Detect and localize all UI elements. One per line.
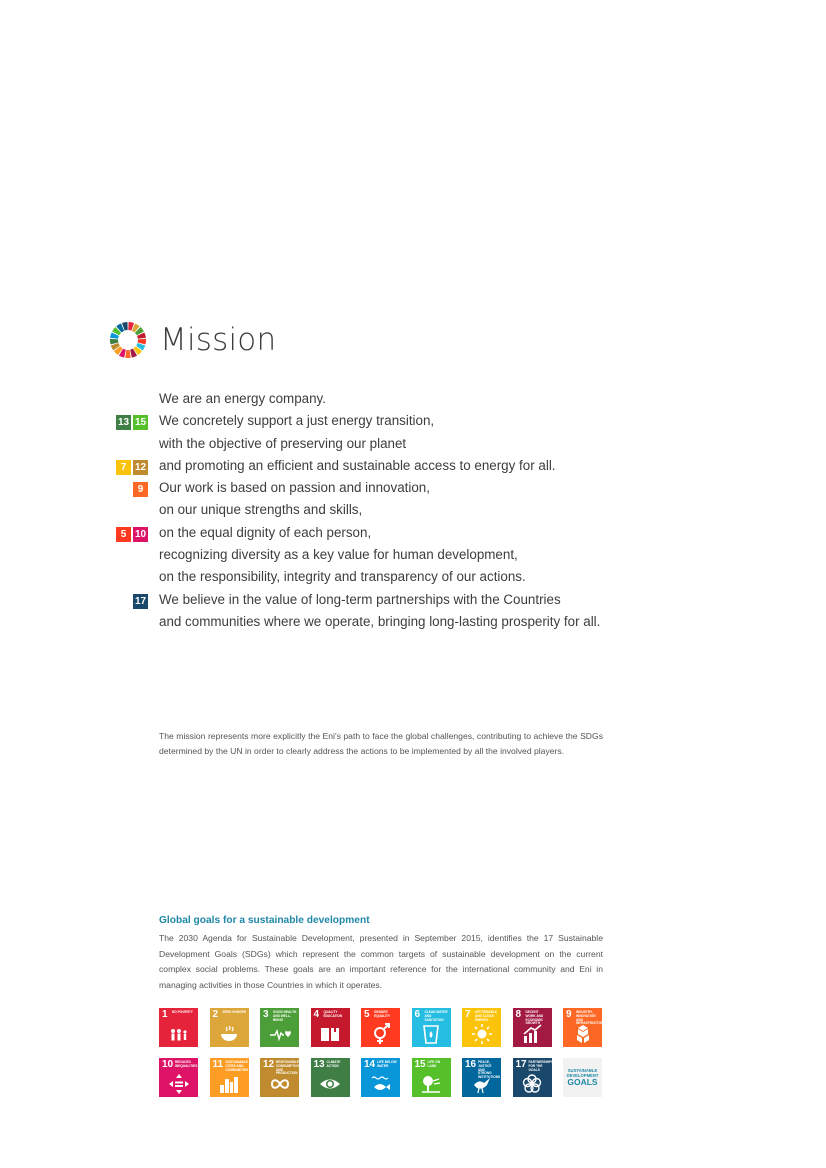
mission-line (0, 545, 826, 567)
sdg-tile-label: LIFE BELOW WATER (377, 1060, 397, 1068)
mission-line-text: on our unique strengths and skills, (159, 502, 363, 518)
sdg-badge-7: 7 (116, 460, 131, 475)
cubes-icon (563, 1023, 602, 1045)
sdg-tile-5 (361, 1008, 400, 1047)
heartbeat-icon (260, 1023, 299, 1045)
page-title: Mission (160, 322, 277, 358)
people-icon (159, 1023, 198, 1045)
sdg-badge-group (133, 482, 148, 497)
sdg-tiles-grid (159, 1008, 606, 1097)
mission-line-text: We concretely support a just energy transition, (159, 413, 435, 429)
infinity-icon (260, 1073, 299, 1095)
sdg-tile-label: RESPONSIBLE CONSUMPTION AND PRODUCTION (276, 1060, 300, 1076)
sdg-badge-12: 12 (134, 461, 147, 473)
sun-icon (462, 1023, 501, 1045)
mission-line (0, 411, 826, 433)
sdg-tile-number: 5 (364, 1009, 370, 1020)
mission-line-text: and communities where we operate, bringing long-lasting prosperity for all. (159, 613, 601, 629)
sdg-badge-group (133, 594, 148, 609)
sdg-tile-number: 13 (313, 1059, 325, 1070)
sdg-tile-17 (513, 1058, 552, 1097)
sdg-tile-label: DECENT WORK AND ECONOMIC GROWTH (525, 1010, 544, 1026)
mission-line (0, 523, 826, 545)
mission-line (0, 567, 826, 589)
sdg-tile-9 (563, 1008, 606, 1047)
mission-line-text: We believe in the value of long-term partnerships with the Countries (159, 591, 561, 607)
sdg-tile-number: 12 (263, 1059, 275, 1070)
equality-arrows-icon (159, 1073, 198, 1095)
mission-line (0, 389, 826, 411)
goals-heading: Global goals for a sustainable development (159, 915, 370, 926)
sdg-tile-12 (260, 1058, 299, 1097)
sdg-badge-group (116, 527, 148, 542)
sdg-tile-label: PARTNERSHIPS FOR THE GOALS (528, 1060, 554, 1072)
sdg-tile-label: NO POVERTY (172, 1010, 193, 1014)
sdg-tile-number: 1 (162, 1009, 168, 1020)
sdg-tile-label: CLIMATE ACTION (326, 1060, 341, 1068)
sdg-tile-15 (412, 1058, 451, 1097)
mission-line (0, 590, 826, 612)
mission-line (0, 456, 826, 478)
mission-line-text: recognizing diversity as a key value for human development, (159, 547, 518, 563)
sdg-tile-label: QUALITY EDUCATION (323, 1010, 343, 1018)
sdg-tile-number: 11 (212, 1059, 224, 1070)
eye-globe-icon (311, 1073, 350, 1095)
sdg-tile-4 (311, 1008, 350, 1047)
sdg-tile-1 (159, 1008, 198, 1047)
sdg-tile-number: 17 (515, 1059, 527, 1070)
sdg-tile-label: AFFORDABLE AND CLEAN ENERGY (475, 1010, 497, 1022)
sdg-tile-number: 4 (313, 1009, 320, 1020)
mission-line (0, 612, 826, 634)
sdg-tile-number: 7 (465, 1009, 471, 1020)
city-icon (210, 1073, 249, 1095)
mission-line-text: on the responsibility, integrity and transparency of our actions. (159, 569, 526, 585)
sdg-tile-label: INDUSTRY, INNOVATION AND INFRASTRUCTURE (576, 1010, 606, 1026)
sdg-tile-label: GOOD HEALTH AND WELL-BEING (273, 1010, 297, 1022)
sdg-badge-9: 9 (133, 482, 148, 497)
sdg-tile-7 (462, 1008, 501, 1047)
sdg-logo (563, 1058, 602, 1097)
tree-icon (412, 1073, 451, 1095)
mission-statement (0, 389, 826, 634)
sdg-badge-group (116, 460, 148, 475)
mission-line-text: on the equal dignity of each person, (159, 524, 372, 540)
sdg-tile-label: CLEAN WATER AND SANITATION (424, 1010, 448, 1022)
sdg-tile-3 (260, 1008, 299, 1047)
mission-line (0, 478, 826, 500)
mission-line-text: We are an energy company. (159, 391, 326, 406)
sdg-badge-13: 13 (117, 417, 130, 429)
dove-icon (462, 1073, 501, 1095)
gender-icon (361, 1023, 400, 1045)
sdg-tile-14 (361, 1058, 400, 1097)
wheel-segment (125, 350, 131, 358)
growth-chart-icon (513, 1023, 552, 1045)
sdg-tile-number: 14 (364, 1059, 376, 1070)
sdg-tile-2 (210, 1008, 249, 1047)
water-glass-icon (412, 1023, 451, 1045)
mission-line (0, 500, 826, 522)
mission-line (0, 434, 826, 456)
bowl-icon (210, 1023, 249, 1045)
book-icon (311, 1023, 350, 1045)
sdg-tile-label: REDUCED INEQUALITIES (175, 1060, 198, 1068)
sdg-tile-13 (311, 1058, 350, 1097)
sdg-tile-16 (462, 1058, 501, 1097)
sdg-tile-label: LIFE ON LAND (427, 1060, 441, 1068)
mission-note: The mission represents more explicitly the Eni's path to face the global challenges, contributing to achieve the SDGs determined by the UN in order to clearly address the actions to be implemented by all the involved players. (159, 731, 603, 757)
sdg-tile-11 (210, 1058, 249, 1097)
sdg-logo-subtitle: SUSTAINABLE DEVELOPMENT (566, 1068, 599, 1078)
sdg-tile-number: 10 (162, 1059, 174, 1070)
sdg-tile-number: 9 (566, 1009, 572, 1020)
sdg-tile-number: 3 (263, 1009, 269, 1020)
sdg-badge-5: 5 (116, 527, 131, 542)
sdg-tile-number: 8 (515, 1009, 522, 1020)
sdg-tile-label: PEACE, JUSTICE AND STRONG INSTITUTIONS (478, 1060, 501, 1080)
rings-icon (513, 1073, 552, 1095)
sdg-tile-number: 15 (414, 1059, 426, 1070)
sdg-tile-number: 16 (465, 1059, 477, 1070)
sdg-wheel-icon (109, 321, 147, 359)
mission-line-text: with the objective of preserving our planet (159, 435, 407, 451)
mission-line-text: and promoting an efficient and sustainable access to energy for all. (159, 457, 556, 473)
sdg-tile-number: 6 (414, 1009, 421, 1020)
sdg-tile-8 (513, 1008, 552, 1047)
sdg-tile-number: 2 (212, 1009, 219, 1020)
sdg-tile-6 (412, 1008, 451, 1047)
sdg-tile-label: GENDER EQUALITY (374, 1010, 391, 1018)
sdg-tile-label: ZERO HUNGER (222, 1010, 247, 1014)
mission-line-text: Our work is based on passion and innovation, (159, 480, 430, 496)
sdg-tile-label: SUSTAINABLE CITIES AND COMMUNITIES (225, 1060, 249, 1072)
sdg-badge-group (116, 415, 148, 430)
fish-icon (361, 1073, 400, 1095)
sdg-badge-10: 10 (134, 528, 147, 540)
sdg-badge-15: 15 (134, 417, 147, 429)
sdg-logo-title: GOALS (567, 1077, 598, 1087)
goals-description: The 2030 Agenda for Sustainable Development, presented in September 2015, identifies the 17 Sustainable Development Goals (SDGs) which represent the common targets of sustainable development on the current complex social problems. These goals are an important reference for the international community and Eni in managing activities in those Countries in which it operates. (159, 933, 603, 990)
sdg-badge-17: 17 (134, 595, 147, 607)
mission-header (109, 318, 276, 362)
sdg-tile-10 (159, 1058, 198, 1097)
